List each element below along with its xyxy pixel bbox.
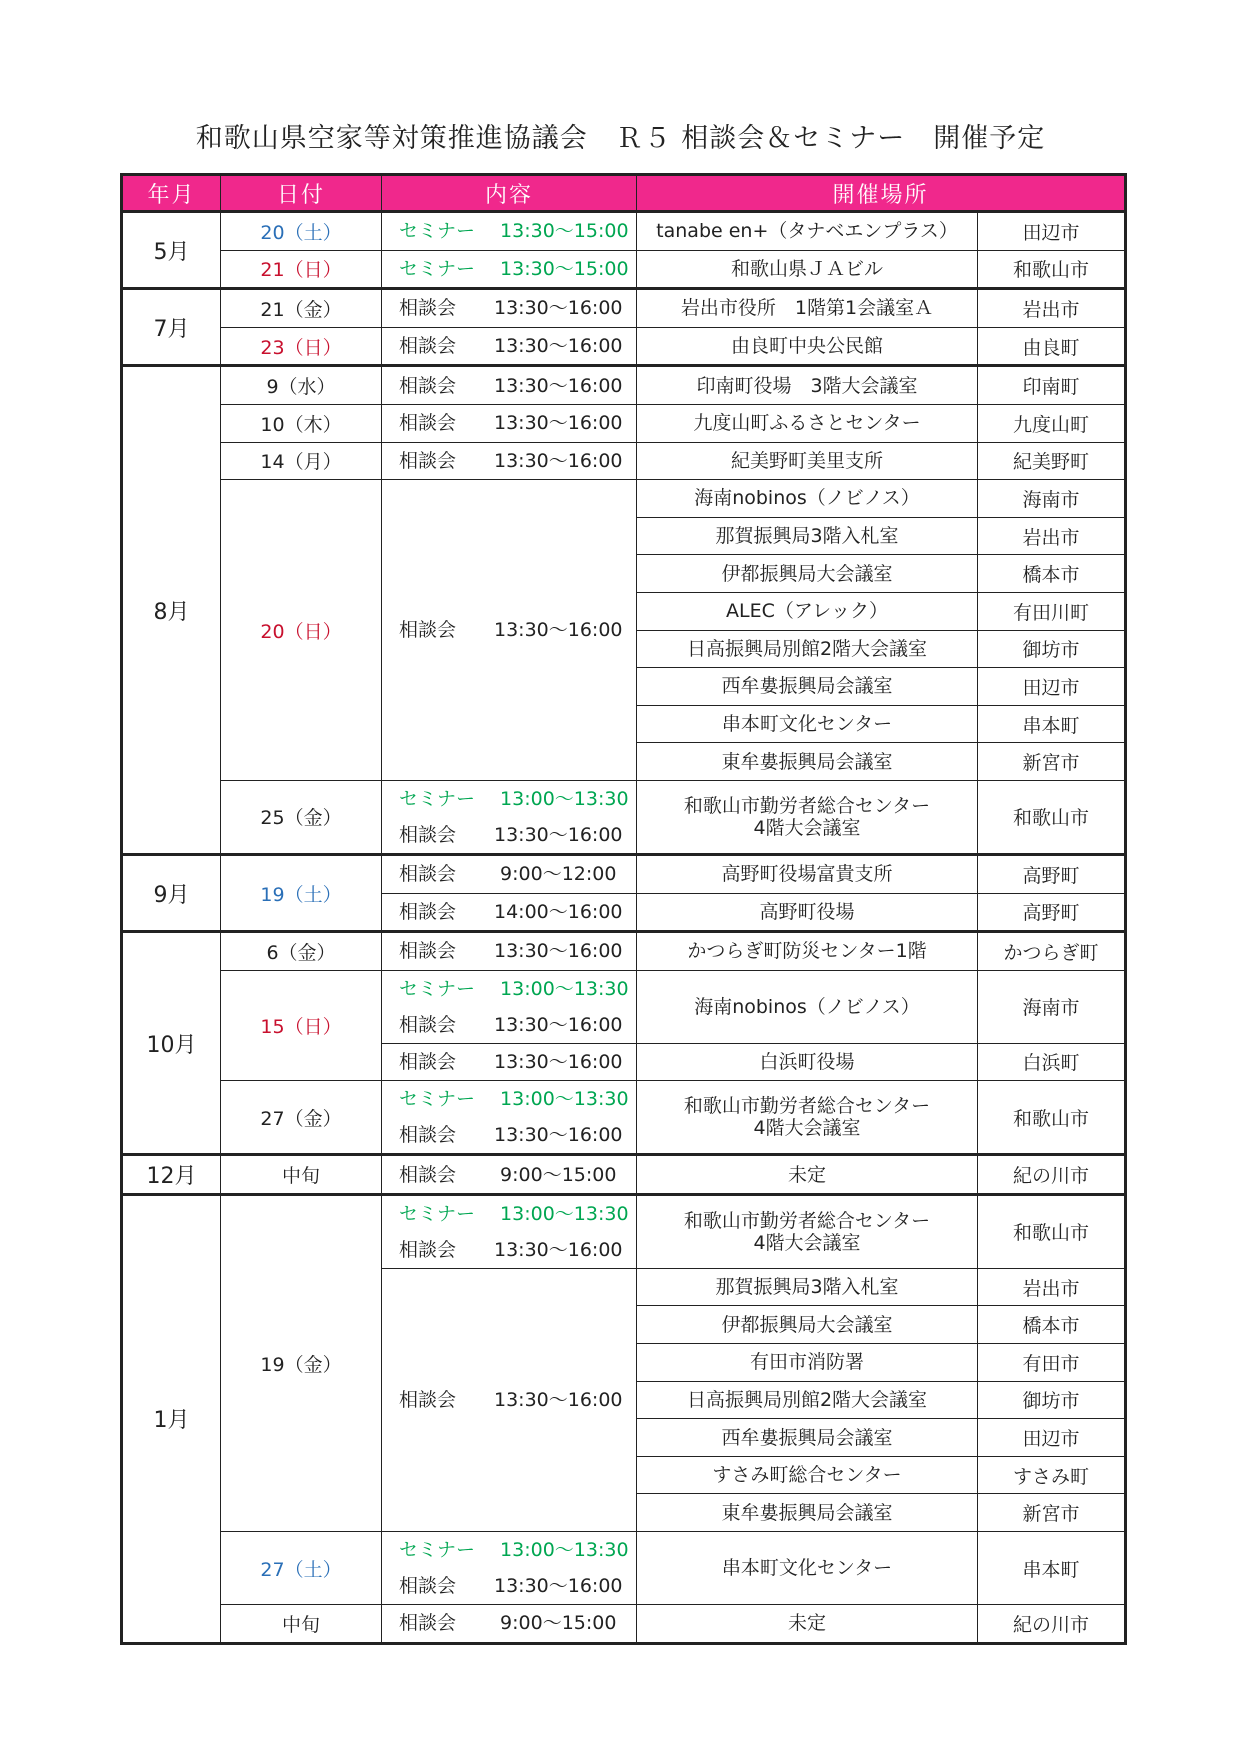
city-cell: 九度山町 bbox=[978, 404, 1126, 442]
venue-cell bbox=[637, 1494, 978, 1532]
venue-cell bbox=[637, 743, 978, 781]
seminar-time: セミナー 13:00～13:30 bbox=[399, 1539, 629, 1562]
venue-line: ALEC（アレック） bbox=[726, 600, 888, 623]
content-cell bbox=[382, 1605, 637, 1644]
venue-line: 和歌山市勤労者総合センター bbox=[683, 1209, 931, 1232]
city-cell: 岩出市 bbox=[978, 517, 1126, 555]
content-cell bbox=[382, 1043, 637, 1081]
schedule-table bbox=[120, 173, 1127, 1645]
consult-time: 相談会 13:30～16:00 bbox=[399, 374, 623, 397]
venue-cell bbox=[637, 442, 978, 480]
venue-line: 高野町役場富貴支所 bbox=[721, 863, 893, 886]
venue-cell bbox=[637, 1456, 978, 1494]
venue-cell bbox=[637, 1306, 978, 1344]
content-cell bbox=[382, 289, 637, 328]
table-row bbox=[122, 366, 1126, 405]
city-cell: 御坊市 bbox=[978, 630, 1126, 668]
venue-line: 未定 bbox=[787, 1612, 826, 1635]
venue-cell bbox=[637, 289, 978, 328]
content-cell bbox=[382, 480, 637, 781]
venue-cell bbox=[637, 1155, 978, 1195]
venue-line: 海南nobinos（ノビノス） bbox=[694, 487, 920, 510]
content-cell bbox=[382, 1532, 637, 1605]
city-cell: 串本町 bbox=[978, 705, 1126, 743]
venue-line: 海南nobinos（ノビノス） bbox=[694, 995, 920, 1018]
table-row bbox=[122, 480, 1126, 518]
venue-cell bbox=[637, 1268, 978, 1306]
city-cell: 串本町 bbox=[978, 1532, 1126, 1605]
table-row bbox=[122, 212, 1126, 251]
date-cell: 27（土） bbox=[221, 1532, 382, 1605]
venue-cell bbox=[637, 854, 978, 893]
consult-time: 相談会 13:30～16:00 bbox=[399, 823, 623, 846]
venue-line: すさみ町総合センター bbox=[712, 1464, 902, 1487]
city-cell: 和歌山市 bbox=[978, 250, 1126, 289]
schedule-body bbox=[122, 212, 1126, 1644]
venue-cell bbox=[637, 1194, 978, 1268]
venue-line: 4階大会議室 bbox=[753, 1231, 861, 1254]
venue-line: 東牟婁振興局会議室 bbox=[721, 1501, 893, 1524]
content-cell bbox=[382, 366, 637, 405]
venue-line: 串本町文化センター bbox=[721, 1557, 893, 1580]
header-venue: 開催場所 bbox=[637, 175, 1126, 212]
header-date: 日付 bbox=[221, 175, 382, 212]
header-row bbox=[122, 175, 1126, 212]
consult-time: 相談会 9:00～12:00 bbox=[399, 863, 617, 886]
venue-cell bbox=[637, 212, 978, 251]
city-cell: 御坊市 bbox=[978, 1381, 1126, 1419]
venue-line: 有田市消防署 bbox=[749, 1351, 864, 1374]
month-cell: 1月 bbox=[122, 1194, 221, 1643]
content-cell bbox=[382, 1268, 637, 1531]
venue-line: かつらぎ町防災センター1階 bbox=[687, 940, 927, 963]
venue-line: 東牟婁振興局会議室 bbox=[721, 750, 893, 773]
venue-cell bbox=[637, 1381, 978, 1419]
date-cell: 10（木） bbox=[221, 404, 382, 442]
table-row bbox=[122, 1605, 1126, 1644]
city-cell: すさみ町 bbox=[978, 1456, 1126, 1494]
city-cell: かつらぎ町 bbox=[978, 932, 1126, 971]
date-cell: 14（月） bbox=[221, 442, 382, 480]
date-cell: 中旬 bbox=[221, 1155, 382, 1195]
date-cell: 9（水） bbox=[221, 366, 382, 405]
venue-line: 伊都振興局大会議室 bbox=[721, 1313, 893, 1336]
venue-cell bbox=[637, 1043, 978, 1081]
city-cell: 和歌山市 bbox=[978, 1081, 1126, 1155]
venue-cell bbox=[637, 630, 978, 668]
month-cell: 5月 bbox=[122, 212, 221, 289]
city-cell: 高野町 bbox=[978, 893, 1126, 932]
city-cell: 由良町 bbox=[978, 327, 1126, 366]
seminar-time: セミナー 13:00～13:30 bbox=[399, 977, 629, 1000]
city-cell: 橋本市 bbox=[978, 1306, 1126, 1344]
venue-cell bbox=[637, 668, 978, 706]
content-cell bbox=[382, 1081, 637, 1155]
venue-line: 由良町中央公民館 bbox=[730, 335, 883, 358]
venue-cell bbox=[637, 1605, 978, 1644]
city-cell: 岩出市 bbox=[978, 1268, 1126, 1306]
venue-line: 紀美野町美里支所 bbox=[730, 449, 883, 472]
content-cell bbox=[382, 404, 637, 442]
page-title: 和歌山県空家等対策推進協議会 Ｒ５ 相談会＆セミナー 開催予定 bbox=[195, 123, 1046, 154]
venue-cell bbox=[637, 970, 978, 1043]
city-cell: 白浜町 bbox=[978, 1043, 1126, 1081]
consult-time: 相談会 13:30～16:00 bbox=[399, 1124, 623, 1147]
date-cell: 21（日） bbox=[221, 250, 382, 289]
date-cell: 21（金） bbox=[221, 289, 382, 328]
seminar-time: セミナー 13:30～15:00 bbox=[399, 257, 629, 280]
consult-time: 相談会 13:30～16:00 bbox=[399, 619, 623, 642]
consult-time: 相談会 9:00～15:00 bbox=[399, 1163, 617, 1186]
venue-line: 高野町役場 bbox=[759, 900, 855, 923]
content-cell bbox=[382, 932, 637, 971]
date-cell: 19（金） bbox=[221, 1194, 382, 1531]
city-cell: 新宮市 bbox=[978, 1494, 1126, 1532]
seminar-time: セミナー 13:00～13:30 bbox=[399, 787, 629, 810]
date-cell: 中旬 bbox=[221, 1605, 382, 1644]
date-cell: 27（金） bbox=[221, 1081, 382, 1155]
venue-cell bbox=[637, 780, 978, 854]
venue-cell bbox=[637, 327, 978, 366]
seminar-time: セミナー 13:30～15:00 bbox=[399, 220, 629, 243]
city-cell: 海南市 bbox=[978, 480, 1126, 518]
city-cell: 和歌山市 bbox=[978, 1194, 1126, 1268]
consult-time: 相談会 13:30～16:00 bbox=[399, 412, 623, 435]
venue-cell bbox=[637, 1081, 978, 1155]
date-cell: 20（土） bbox=[221, 212, 382, 251]
venue-cell bbox=[637, 555, 978, 593]
venue-line: 4階大会議室 bbox=[753, 1117, 861, 1140]
consult-time: 相談会 13:30～16:00 bbox=[399, 335, 623, 358]
consult-time: 相談会 13:30～16:00 bbox=[399, 1388, 623, 1411]
city-cell: 橋本市 bbox=[978, 555, 1126, 593]
venue-cell bbox=[637, 592, 978, 630]
consult-time: 相談会 13:30～16:00 bbox=[399, 1238, 623, 1261]
venue-line: 和歌山市勤労者総合センター bbox=[683, 794, 931, 817]
city-cell: 有田川町 bbox=[978, 592, 1126, 630]
city-cell: 有田市 bbox=[978, 1344, 1126, 1382]
venue-cell bbox=[637, 480, 978, 518]
venue-cell bbox=[637, 250, 978, 289]
table-row bbox=[122, 289, 1126, 328]
date-cell: 15（日） bbox=[221, 970, 382, 1081]
venue-line: 和歌山県ＪＡビル bbox=[730, 257, 883, 280]
month-cell: 8月 bbox=[122, 366, 221, 855]
consult-time: 相談会 13:30～16:00 bbox=[399, 940, 623, 963]
venue-line: 印南町役場 3階大会議室 bbox=[696, 374, 918, 397]
content-cell bbox=[382, 327, 637, 366]
city-cell: 田辺市 bbox=[978, 212, 1126, 251]
content-cell bbox=[382, 780, 637, 854]
content-cell bbox=[382, 893, 637, 932]
month-cell: 7月 bbox=[122, 289, 221, 366]
table-row bbox=[122, 327, 1126, 366]
venue-line: 未定 bbox=[787, 1163, 826, 1186]
venue-line: tanabe en+（タナベエンプラス） bbox=[656, 220, 958, 243]
content-cell bbox=[382, 1155, 637, 1195]
city-cell: 高野町 bbox=[978, 854, 1126, 893]
consult-time: 相談会 14:00～16:00 bbox=[399, 900, 623, 923]
consult-time: 相談会 13:30～16:00 bbox=[399, 1575, 623, 1598]
venue-cell bbox=[637, 517, 978, 555]
city-cell: 紀美野町 bbox=[978, 442, 1126, 480]
content-cell bbox=[382, 854, 637, 893]
venue-line: 4階大会議室 bbox=[753, 816, 861, 839]
table-row bbox=[122, 442, 1126, 480]
city-cell: 岩出市 bbox=[978, 289, 1126, 328]
header-month: 年月 bbox=[122, 175, 221, 212]
table-row bbox=[122, 1155, 1126, 1195]
seminar-time: セミナー 13:00～13:30 bbox=[399, 1088, 629, 1111]
city-cell: 田辺市 bbox=[978, 1419, 1126, 1457]
month-cell: 9月 bbox=[122, 854, 221, 931]
venue-line: 岩出市役所 1階第1会議室Ａ bbox=[680, 297, 934, 320]
venue-line: 日高振興局別館2階大会議室 bbox=[686, 637, 928, 660]
date-cell: 20（日） bbox=[221, 480, 382, 781]
venue-line: 那賀振興局3階入札室 bbox=[715, 1276, 899, 1299]
city-cell: 紀の川市 bbox=[978, 1155, 1126, 1195]
city-cell: 紀の川市 bbox=[978, 1605, 1126, 1644]
venue-line: 伊都振興局大会議室 bbox=[721, 562, 893, 585]
city-cell: 和歌山市 bbox=[978, 780, 1126, 854]
month-cell: 12月 bbox=[122, 1155, 221, 1195]
table-row bbox=[122, 404, 1126, 442]
consult-time: 相談会 13:30～16:00 bbox=[399, 297, 623, 320]
venue-line: 日高振興局別館2階大会議室 bbox=[686, 1388, 928, 1411]
consult-time: 相談会 13:30～16:00 bbox=[399, 1050, 623, 1073]
venue-line: 西牟婁振興局会議室 bbox=[721, 1426, 893, 1449]
table-row bbox=[122, 250, 1126, 289]
venue-cell bbox=[637, 1532, 978, 1605]
content-cell bbox=[382, 250, 637, 289]
city-cell: 印南町 bbox=[978, 366, 1126, 405]
venue-cell bbox=[637, 404, 978, 442]
consult-time: 相談会 13:30～16:00 bbox=[399, 449, 623, 472]
city-cell: 田辺市 bbox=[978, 668, 1126, 706]
date-cell: 23（日） bbox=[221, 327, 382, 366]
table-row bbox=[122, 854, 1126, 893]
content-cell bbox=[382, 970, 637, 1043]
venue-cell bbox=[637, 366, 978, 405]
table-row bbox=[122, 932, 1126, 971]
venue-cell bbox=[637, 1419, 978, 1457]
venue-line: 西牟婁振興局会議室 bbox=[721, 675, 893, 698]
consult-time: 相談会 9:00～15:00 bbox=[399, 1612, 617, 1635]
venue-cell bbox=[637, 932, 978, 971]
date-cell: 19（土） bbox=[221, 854, 382, 931]
venue-cell bbox=[637, 893, 978, 932]
seminar-time: セミナー 13:00～13:30 bbox=[399, 1202, 629, 1225]
consult-time: 相談会 13:30～16:00 bbox=[399, 1013, 623, 1036]
venue-line: 串本町文化センター bbox=[721, 713, 893, 736]
venue-line: 和歌山市勤労者総合センター bbox=[683, 1095, 931, 1118]
venue-line: 九度山町ふるさとセンター bbox=[693, 412, 921, 435]
month-cell: 10月 bbox=[122, 932, 221, 1155]
city-cell: 新宮市 bbox=[978, 743, 1126, 781]
date-cell: 6（金） bbox=[221, 932, 382, 971]
content-cell bbox=[382, 1194, 637, 1268]
venue-line: 那賀振興局3階入札室 bbox=[715, 525, 899, 548]
venue-cell bbox=[637, 1344, 978, 1382]
content-cell bbox=[382, 212, 637, 251]
city-cell: 海南市 bbox=[978, 970, 1126, 1043]
venue-line: 白浜町役場 bbox=[759, 1050, 855, 1073]
date-cell: 25（金） bbox=[221, 780, 382, 854]
venue-cell bbox=[637, 705, 978, 743]
content-cell bbox=[382, 442, 637, 480]
header-content: 内容 bbox=[382, 175, 637, 212]
